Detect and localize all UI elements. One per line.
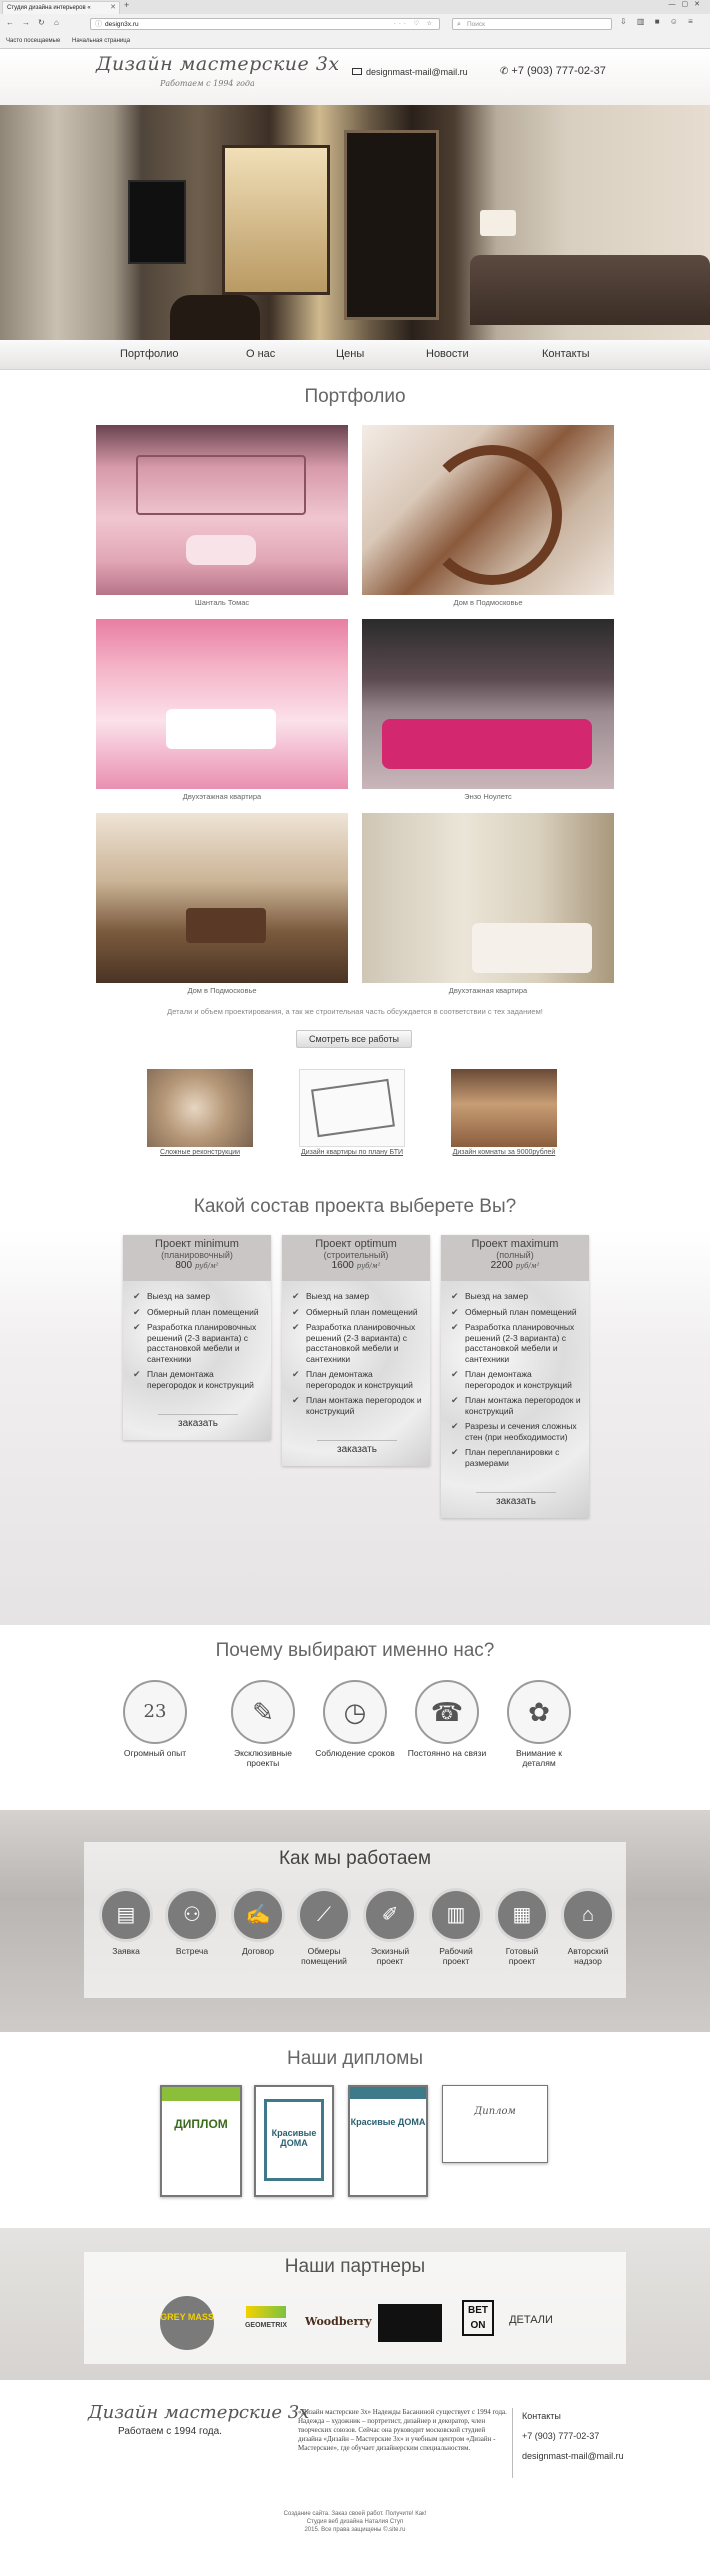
order-button[interactable]: заказать xyxy=(158,1414,238,1432)
diploma-item[interactable] xyxy=(442,2085,548,2163)
menu-contacts[interactable]: Контакты xyxy=(542,348,590,360)
hero-image xyxy=(0,105,710,340)
search-placeholder: Поиск xyxy=(467,21,486,28)
bookmarks-bar xyxy=(0,34,710,48)
how-title: Как мы работаем xyxy=(278,1848,432,1869)
envelope-icon xyxy=(352,68,362,75)
header-phone[interactable] xyxy=(500,65,606,77)
why-item xyxy=(407,1680,487,1758)
hero-doorway xyxy=(222,145,330,295)
check-icon: ✔ xyxy=(451,1369,459,1379)
thumb-image[interactable] xyxy=(147,1069,253,1147)
plan-feature-text: Обмерный план помещений xyxy=(306,1306,418,1317)
copyright-line: Создание сайта. Заказ своей работ. Получите! Как! xyxy=(283,2511,427,2517)
close-tab-icon[interactable]: ✕ xyxy=(110,4,116,11)
plan-feature xyxy=(133,1369,263,1390)
why-item xyxy=(315,1680,395,1758)
plan-feature-text: План демонтажа перегородок и конструкций xyxy=(147,1369,254,1390)
diploma-text: Красивые ДОМА xyxy=(264,2099,324,2181)
portfolio-caption: Двухэтажная квартира xyxy=(448,986,528,995)
details-icon: ✿ xyxy=(507,1680,571,1744)
pricing-title: Какой состав проекта выберете Вы? xyxy=(193,1196,517,1217)
meeting-icon: ⚇ xyxy=(165,1888,219,1942)
search-field[interactable] xyxy=(452,18,612,30)
site-footer xyxy=(0,2380,710,2571)
plan-feature xyxy=(451,1322,581,1364)
home-icon[interactable]: ⌂ xyxy=(54,18,59,27)
check-icon: ✔ xyxy=(451,1447,459,1457)
step-label: Договор xyxy=(241,1946,275,1956)
info-icon[interactable]: ⓘ xyxy=(95,21,102,28)
browser-chrome xyxy=(0,0,710,49)
hero-chair xyxy=(170,295,260,340)
url-tools-icon[interactable]: ··· ♡ ☆ xyxy=(393,21,435,27)
why-label: Внимание к деталям xyxy=(516,1748,562,1768)
check-icon: ✔ xyxy=(292,1306,300,1317)
view-all-works-button[interactable]: Смотреть все работы xyxy=(296,1030,412,1048)
plan-price-value: 800 xyxy=(175,1260,193,1271)
plan-name: Проект maximum xyxy=(471,1238,559,1250)
ready-project-icon: ▦ xyxy=(495,1888,549,1942)
portfolio-image[interactable] xyxy=(96,619,348,789)
portfolio-caption: Дом в Подмосковье xyxy=(453,598,523,607)
service-thumb[interactable] xyxy=(145,1069,255,1156)
menu-portfolio[interactable]: Портфолио xyxy=(120,348,179,360)
thumb-image[interactable] xyxy=(299,1069,405,1147)
plan-price-unit: руб/м² xyxy=(515,1262,540,1270)
check-icon: ✔ xyxy=(451,1306,459,1317)
address-bar[interactable] xyxy=(90,18,440,30)
footer-tagline: Работаем с 1994 года. xyxy=(118,2426,222,2437)
how-step xyxy=(492,1888,552,1966)
service-thumb[interactable] xyxy=(297,1069,407,1156)
plan-minimum xyxy=(123,1235,271,1440)
browser-tab[interactable] xyxy=(2,1,120,14)
diploma-text: Диплом xyxy=(474,2106,516,2117)
portfolio-image[interactable] xyxy=(362,619,614,789)
footer-copyright xyxy=(0,2510,710,2534)
forward-icon[interactable]: → xyxy=(22,18,30,27)
how-step xyxy=(426,1888,486,1966)
plan-body xyxy=(123,1281,271,1440)
portfolio-item[interactable] xyxy=(96,813,348,995)
plan-name: Проект minimum xyxy=(155,1238,239,1250)
sketch-icon: ✐ xyxy=(363,1888,417,1942)
supervision-icon: ⌂ xyxy=(561,1888,615,1942)
check-icon: ✔ xyxy=(133,1306,141,1317)
portfolio-note: Детали и объем проектирования, а так же строительная часть обсуждается в соответствии с тех заданием! xyxy=(167,1007,543,1016)
header-email-text: designmast-mail@mail.ru xyxy=(366,67,468,77)
hero-sofa xyxy=(470,255,710,325)
plan-feature xyxy=(451,1395,581,1416)
how-step xyxy=(96,1888,156,1956)
plan-feature xyxy=(292,1307,422,1318)
how-step xyxy=(162,1888,222,1956)
menu-prices[interactable]: Цены xyxy=(336,348,365,360)
diploma-item[interactable] xyxy=(254,2085,334,2197)
plan-feature-text: План монтажа перегородок и конструкций xyxy=(465,1395,581,1416)
portfolio-caption: Двухэтажная квартира xyxy=(182,792,262,801)
url-text: design3x.ru xyxy=(105,21,139,28)
footer-about: «Дизайн мастерские 3х» Надежды Басаниной существует с 1994 года. Надежда – художник – портретист, дизайнер и декоратор, член творческих союзов. Сейчас она руководит московской студией дизайна «Дизайн – Мастерские 3х» и учебным центром «Дизайн - Мастерские», где обучает дизайнерским специальностям. xyxy=(298,2408,507,2452)
plan-feature-text: Разработка планировочных решений (2-3 варианта) с расстановкой мебели и сантехники xyxy=(465,1322,575,1364)
order-button[interactable]: заказать xyxy=(476,1492,556,1510)
phone-icon: ☎ xyxy=(415,1680,479,1744)
bookmark-frequent[interactable]: Часто посещаемые xyxy=(6,38,61,44)
plan-feature xyxy=(133,1322,263,1364)
plan-feature xyxy=(133,1291,263,1302)
step-label: Рабочий проект xyxy=(439,1946,473,1966)
check-icon: ✔ xyxy=(292,1291,300,1301)
check-icon: ✔ xyxy=(133,1322,141,1332)
plan-feature xyxy=(292,1395,422,1416)
plan-feature xyxy=(292,1291,422,1302)
plan-header xyxy=(441,1235,589,1281)
plan-feature xyxy=(451,1307,581,1318)
plan-maximum xyxy=(441,1235,589,1518)
portfolio-title: Портфолио xyxy=(304,386,406,407)
search-icon: ⌕ xyxy=(457,21,461,28)
logo-tagline: Работаем с 1994 года xyxy=(160,79,255,88)
diploma-text: ДИПЛОМ xyxy=(174,2117,228,2131)
plan-price xyxy=(282,1260,430,1271)
thumb-caption[interactable]: Сложные реконструкции xyxy=(159,1149,241,1156)
diploma-item[interactable] xyxy=(160,2085,242,2197)
why-item xyxy=(499,1680,579,1768)
step-label: Встреча xyxy=(175,1946,209,1956)
years-number: 23 xyxy=(143,1701,167,1722)
portfolio-image[interactable] xyxy=(96,425,348,595)
plan-feature-text: План демонтажа перегородок и конструкций xyxy=(306,1369,413,1390)
back-icon[interactable]: ← xyxy=(6,18,14,27)
phone-icon: ✆ xyxy=(500,66,509,77)
step-label: Авторский надзор xyxy=(567,1946,609,1966)
plan-price xyxy=(123,1260,271,1271)
plan-type: (планировочный) xyxy=(161,1250,233,1260)
footer-divider xyxy=(512,2408,513,2478)
new-tab-icon[interactable]: + xyxy=(124,0,130,10)
main-menu xyxy=(0,340,710,370)
check-icon: ✔ xyxy=(451,1291,459,1301)
working-project-icon: ▥ xyxy=(429,1888,483,1942)
plan-feature-text: Выезд на замер xyxy=(306,1291,370,1301)
portfolio-caption: Шанталь Томас xyxy=(194,598,250,607)
plan-type: (полный) xyxy=(496,1250,534,1260)
why-title: Почему выбирают именно нас? xyxy=(215,1640,495,1661)
portfolio-caption: Дом в Подмосковье xyxy=(187,986,257,995)
plan-feature-text: Выезд на замер xyxy=(147,1291,211,1301)
how-step xyxy=(558,1888,618,1966)
site-header xyxy=(0,49,710,105)
plan-feature xyxy=(451,1369,581,1390)
thumb-caption[interactable]: Дизайн квартиры по плану БТИ xyxy=(300,1149,404,1156)
menu-about[interactable]: О нас xyxy=(246,348,276,360)
plan-price-value: 2200 xyxy=(490,1260,513,1271)
check-icon: ✔ xyxy=(133,1369,141,1379)
hero-lamp xyxy=(480,210,516,236)
check-icon: ✔ xyxy=(451,1395,459,1405)
window-controls[interactable]: —▢✕ xyxy=(668,1,706,8)
portfolio-image[interactable] xyxy=(362,425,614,595)
plan-header xyxy=(282,1235,430,1281)
toolbar-icons[interactable]: ⇩ ▥ ■ ☺ ≡ xyxy=(620,17,697,26)
why-label: Огромный опыт xyxy=(123,1748,187,1758)
plan-feature-text: Обмерный план помещений xyxy=(465,1306,577,1317)
why-item xyxy=(115,1680,195,1758)
portfolio-item[interactable] xyxy=(362,619,614,801)
header-phone-text: +7 (903) 777-02-37 xyxy=(511,65,606,77)
tab-title: Студия дизайна интерьеров « xyxy=(7,5,91,11)
plan-name: Проект optimum xyxy=(315,1238,397,1250)
why-item xyxy=(223,1680,303,1768)
service-thumb[interactable] xyxy=(449,1069,559,1156)
portfolio-image[interactable] xyxy=(362,813,614,983)
how-step xyxy=(360,1888,420,1966)
nav-bar xyxy=(0,14,710,34)
partners-title: Наши партнеры xyxy=(284,2256,426,2277)
plan-price-unit: руб/м² xyxy=(356,1262,381,1270)
header-email[interactable] xyxy=(352,67,468,77)
partner-logo-detali[interactable]: ДЕТАЛИ xyxy=(509,2314,553,2326)
contract-icon: ✍ xyxy=(231,1888,285,1942)
request-icon: ▤ xyxy=(99,1888,153,1942)
footer-email[interactable]: designmast-mail@mail.ru xyxy=(522,2451,624,2461)
partner-logo-woodberry[interactable]: Woodberry xyxy=(305,2315,372,2328)
diploma-item[interactable] xyxy=(348,2085,428,2197)
footer-phone[interactable]: +7 (903) 777-02-37 xyxy=(522,2431,600,2441)
step-label: Заявка xyxy=(112,1946,140,1956)
partner-logo-beton[interactable]: BET ON xyxy=(462,2300,494,2336)
menu-news[interactable]: Новости xyxy=(426,348,469,360)
thumb-caption[interactable]: Дизайн комнаты за 9000рублей xyxy=(452,1149,556,1156)
copyright-line: 2015. Все права защищены ©.site.ru xyxy=(304,2527,406,2533)
plan-type: (строительный) xyxy=(323,1250,389,1260)
footer-logo[interactable]: Дизайн мастерские 3х xyxy=(88,2402,310,2423)
check-icon: ✔ xyxy=(292,1369,300,1379)
partner-logo-dark[interactable] xyxy=(378,2304,442,2342)
tab-bar xyxy=(0,0,710,14)
plan-feature-text: Разрезы и сечения сложных стен (при необходимости) xyxy=(465,1421,577,1442)
plan-feature-text: Разработка планировочных решений (2-3 варианта) с расстановкой мебели и сантехники xyxy=(147,1322,257,1364)
why-label: Эксклюзивные проекты xyxy=(233,1748,292,1768)
how-step xyxy=(228,1888,288,1956)
years-badge-icon xyxy=(123,1680,187,1744)
clock-icon: ◷ xyxy=(323,1680,387,1744)
site-logo[interactable]: Дизайн мастерские 3х xyxy=(96,53,340,75)
hero-tv xyxy=(128,180,186,264)
portfolio-item[interactable] xyxy=(96,619,348,801)
plan-feature xyxy=(451,1291,581,1302)
plan-feature-text: План демонтажа перегородок и конструкций xyxy=(465,1369,572,1390)
how-step xyxy=(294,1888,354,1966)
plan-body xyxy=(441,1281,589,1518)
why-label: Постоянно на связи xyxy=(407,1748,487,1758)
footer-contacts xyxy=(522,2410,624,2462)
measure-icon: ⟋ xyxy=(297,1888,351,1942)
order-button[interactable]: заказать xyxy=(317,1440,397,1458)
plan-feature xyxy=(133,1307,263,1318)
plan-optimum xyxy=(282,1235,430,1466)
check-icon: ✔ xyxy=(451,1322,459,1332)
step-label: Обмеры помещений xyxy=(301,1946,347,1966)
plan-price xyxy=(441,1260,589,1271)
copyright-line: Студия веб дизайна Наталия Ступ xyxy=(306,2519,404,2525)
step-label: Готовый проект xyxy=(505,1946,539,1966)
check-icon: ✔ xyxy=(292,1395,300,1405)
check-icon: ✔ xyxy=(133,1291,141,1301)
reload-icon[interactable]: ↻ xyxy=(38,18,45,27)
check-icon: ✔ xyxy=(292,1322,300,1332)
plan-feature-text: Выезд на замер xyxy=(465,1291,529,1301)
plan-feature-text: План монтажа перегородок и конструкций xyxy=(306,1395,422,1416)
thumb-image[interactable] xyxy=(451,1069,557,1147)
plan-body xyxy=(282,1281,430,1466)
footer-contacts-title: Контакты xyxy=(522,2411,561,2421)
portfolio-item[interactable] xyxy=(362,813,614,995)
diplomas-title: Наши дипломы xyxy=(287,2048,423,2069)
plan-header xyxy=(123,1235,271,1281)
plan-feature xyxy=(451,1447,581,1468)
portfolio-caption: Энзо Ноулетс xyxy=(464,792,512,801)
plan-price-value: 1600 xyxy=(331,1260,354,1271)
step-label: Эскизный проект xyxy=(370,1946,410,1966)
plan-feature-text: План перепланировки с размерами xyxy=(465,1447,560,1468)
why-label: Соблюдение сроков xyxy=(315,1748,395,1758)
diploma-text: Красивые ДОМА xyxy=(350,2117,426,2127)
portfolio-item[interactable] xyxy=(362,425,614,607)
check-icon: ✔ xyxy=(451,1421,459,1431)
partner-logo-text: GEOMETRIX xyxy=(244,2322,287,2329)
partner-logo-greymass[interactable]: GREY MASS xyxy=(160,2296,214,2350)
plan-feature xyxy=(292,1322,422,1364)
plan-feature-text: Обмерный план помещений xyxy=(147,1306,259,1317)
portfolio-item[interactable] xyxy=(96,425,348,607)
plan-feature xyxy=(451,1421,581,1442)
partner-logo-geometrix[interactable] xyxy=(240,2306,292,2329)
exclusive-icon: ✎ xyxy=(231,1680,295,1744)
hero-shelf xyxy=(344,130,439,320)
bookmark-start[interactable]: Начальная страница xyxy=(72,38,131,44)
plan-price-unit: руб/м² xyxy=(194,1262,219,1270)
plan-feature-text: Разработка планировочных решений (2-3 варианта) с расстановкой мебели и сантехники xyxy=(306,1322,416,1364)
portfolio-image[interactable] xyxy=(96,813,348,983)
plan-feature xyxy=(292,1369,422,1390)
